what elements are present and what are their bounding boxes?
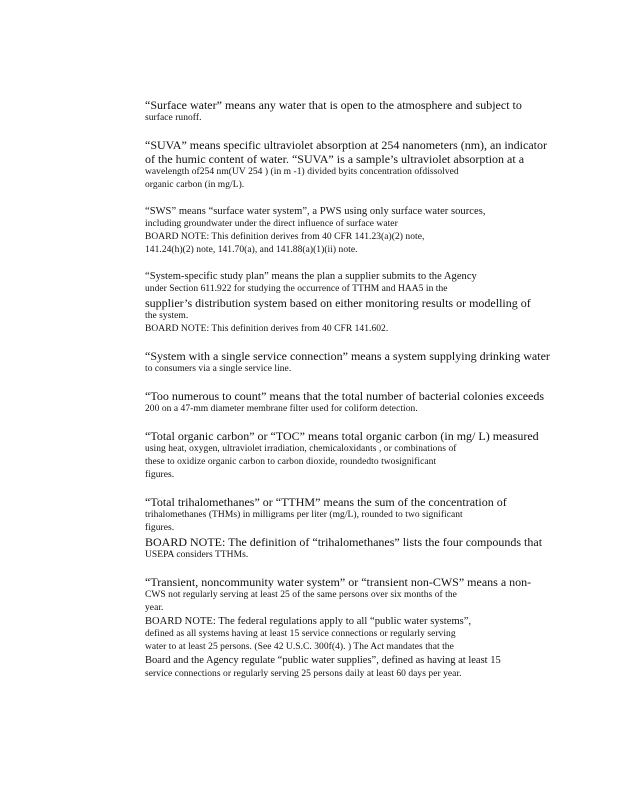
text-line: wavelength of254 nm(UV 254 ) (in m -1) divided byits concentration ofdissolved [145, 167, 459, 177]
text-line: “System with a single service connection” means a system supplying drinking water [145, 349, 550, 363]
text-line: figures. [145, 523, 175, 533]
text-line: figures. [145, 470, 175, 480]
text-line: supplier’s distribution system based on either monitoring results or modelling of [145, 296, 531, 310]
definitions-column [145, 98, 553, 694]
text-line: “Too numerous to count” means that the total number of bacterial colonies exceeds [145, 389, 545, 403]
text-line: 200 on a 47-mm diameter membrane filter used for coliform detection. [145, 404, 418, 414]
text-line: of the humic content of water. “SUVA” is a sample’s ultraviolet absorption at a [145, 152, 525, 166]
text-line: trihalomethanes (THMs) in milligrams per liter (mg/L), rounded to two significant [145, 510, 463, 520]
text-line: “System-specific study plan” means the plan a supplier submits to the Agency [145, 271, 477, 282]
definition-total-trihalomethanes [145, 495, 553, 562]
text-line: year. [145, 603, 164, 613]
definition-transient-noncommunity [145, 575, 553, 681]
text-line: “Total trihalomethanes” or “TTHM” means the sum of the concentration of [145, 495, 507, 509]
text-line: USEPA considers TTHMs. [145, 550, 249, 560]
definition-single-service-connection [145, 349, 553, 376]
definition-total-organic-carbon [145, 429, 553, 482]
definition-surface-water [145, 98, 553, 125]
text-line: these to oxidize organic carbon to carbon dioxide, roundedto twosignificant [145, 457, 437, 467]
text-line: Board and the Agency regulate “public water supplies”, defined as having at least 15 [145, 655, 501, 666]
text-line: “Total organic carbon” or “TOC” means total organic carbon (in mg/ L) measured [145, 429, 539, 443]
text-line: BOARD NOTE: This definition derives from 40 CFR 141.602. [145, 324, 389, 334]
text-line: BOARD NOTE: The definition of “trihalomethanes” lists the four compounds that [145, 535, 543, 549]
text-line: water to at least 25 persons. (See 42 U.S.C. 300f(4). ) The Act mandates that the [145, 642, 454, 652]
text-line: organic carbon (in mg/L). [145, 180, 245, 190]
text-line: including groundwater under the direct influence of surface water [145, 219, 398, 229]
text-line: BOARD NOTE: This definition derives from 40 CFR 141.23(a)(2) note, [145, 232, 425, 242]
text-line: the system. [145, 311, 189, 321]
text-line: CWS not regularly serving at least 25 of the same persons over six months of the [145, 590, 457, 600]
definition-suva [145, 138, 553, 192]
text-line: “Surface water” means any water that is open to the atmosphere and subject to [145, 98, 522, 112]
definition-sws [145, 205, 553, 257]
text-line: BOARD NOTE: The federal regulations apply to all “public water systems”, [145, 616, 472, 627]
text-line: “SWS” means “surface water system”, a PWS using only surface water sources, [145, 206, 486, 217]
text-line: under Section 611.922 for studying the occurrence of TTHM and HAA5 in the [145, 284, 448, 294]
text-line: “Transient, noncommunity water system” or “transient non-CWS” means a non- [145, 575, 532, 589]
text-line: defined as all systems having at least 15 service connections or regularly serving [145, 629, 456, 639]
text-line: to consumers via a single service line. [145, 364, 292, 374]
text-line: using heat, oxygen, ultraviolet irradiation, chemicaloxidants , or combinations of [145, 444, 457, 454]
text-line: surface runoff. [145, 113, 202, 123]
text-line: service connections or regularly serving 25 persons daily at least 60 days per year. [145, 669, 462, 679]
definition-too-numerous-to-count [145, 389, 553, 416]
text-line: 141.24(h)(2) note, 141.70(a), and 141.88(a)(1)(ii) note. [145, 245, 358, 255]
definition-system-specific-study-plan [145, 270, 553, 336]
text-line: “SUVA” means specific ultraviolet absorption at 254 nanometers (nm), an indicator [145, 138, 547, 152]
